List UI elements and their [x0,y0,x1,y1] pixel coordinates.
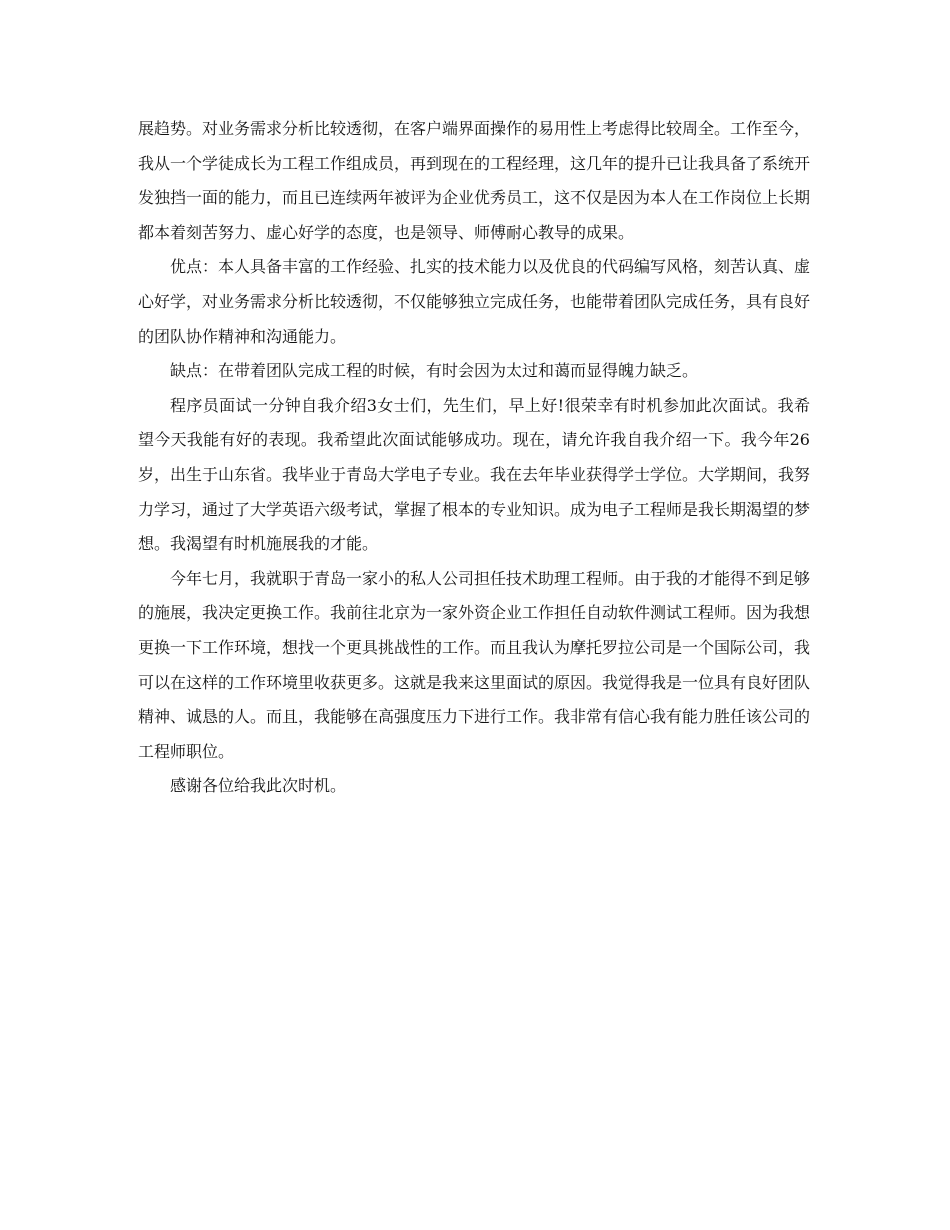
document-body [138,112,810,804]
paragraph-strengths: 优点：本人具备丰富的工作经验、扎实的技术能力以及优良的代码编写风格，刻苦认真、虚心好学，对业务需求分析比较透彻，不仅能够独立完成任务，也能带着团队完成任务，具有良好的团队协作精神和沟通能力。 [138,257,811,346]
paragraph-self-introduction: 程序员面试一分钟自我介绍3女士们，先生们，早上好!很荣幸有时机参加此次面试。我希望今天我能有好的表现。我希望此次面试能够成功。现在，请允许我自我介绍一下。我今年26岁，出生于山东省。我毕业于青岛大学电子专业。我在去年毕业获得学士学位。大学期间，我努力学习，通过了大学英语六级考试，掌握了根本的专业知识。成为电子工程师是我长期渴望的梦想。我渴望有时机施展我的才能。 [138,395,811,554]
paragraph-work-experience: 今年七月，我就职于青岛一家小的私人公司担任技术助理工程师。由于我的才能得不到足够的施展，我决定更换工作。我前往北京为一家外资企业工作担任自动软件测试工程师。因为我想更换一下工作环境，想找一个更具挑战性的工作。而且我认为摩托罗拉公司是一个国际公司，我可以在这样的工作环境里收获更多。这就是我来这里面试的原因。我觉得我是一位具有良好团队精神、诚恳的人。而且，我能够在高强度压力下进行工作。我非常有信心我有能力胜任该公司的工程师职位。 [138,568,811,761]
paragraph-closing-thanks: 感谢各位给我此次时机。 [170,776,347,796]
paragraph-continuation: 展趋势。对业务需求分析比较透彻，在客户端界面操作的易用性上考虑得比较周全。工作至今，我从一个学徒成长为工程工作组成员，再到现在的工程经理，这几年的提升已让我具备了系统开发独挡一面的能力，而且已连续两年被评为企业优秀员工，这不仅是因为本人在工作岗位上长期都本着刻苦努力、虚心好学的态度，也是领导、师傅耐心教导的成果。 [138,119,811,242]
paragraph-weaknesses: 缺点：在带着团队完成工程的时候，有时会因为太过和蔼而显得魄力缺乏。 [170,361,699,381]
